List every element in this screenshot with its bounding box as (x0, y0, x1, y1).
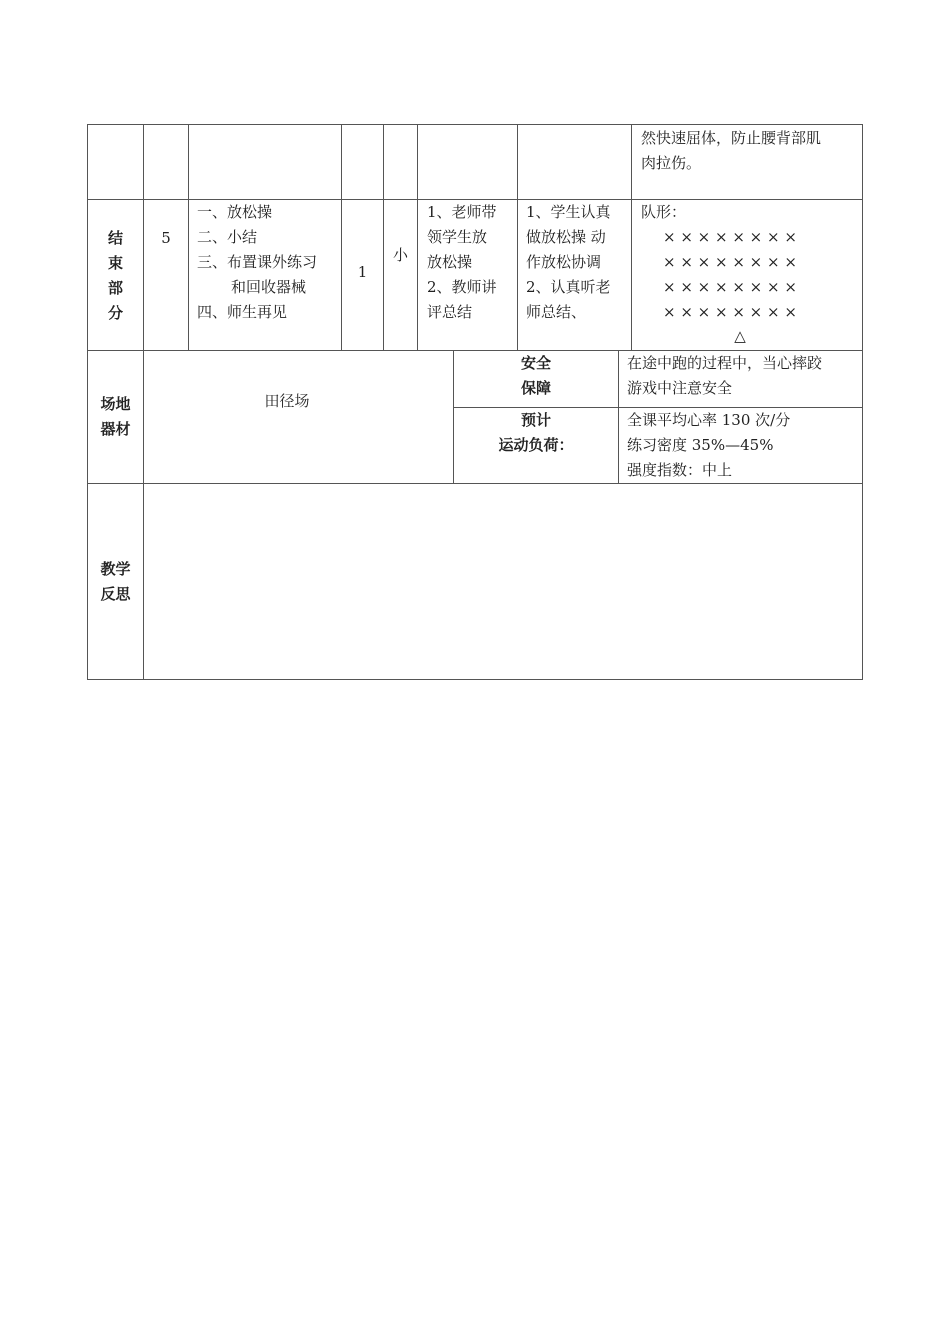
teacher-line: 1、老师带 (427, 203, 497, 221)
column-divider (383, 124, 384, 350)
row-divider (87, 483, 863, 484)
reflection-label (88, 557, 143, 607)
formation-diagram (663, 225, 859, 325)
section-intensity: 小 (392, 246, 408, 264)
content-line: 三、布置课外练习 (197, 253, 318, 271)
load-label-line: 预计 (520, 411, 551, 429)
column-divider (341, 124, 342, 350)
safety-label-line: 安全 (520, 354, 551, 372)
teacher-line: 领学生放 (427, 228, 488, 246)
safety-label-line: 保障 (520, 379, 551, 397)
section-time: 5 (161, 229, 171, 247)
section-content (197, 200, 339, 325)
student-line: 1、学生认真 (526, 203, 611, 221)
column-divider (188, 124, 189, 350)
column-divider (417, 124, 418, 350)
content-line: 一、放松操 (197, 203, 273, 221)
section-label-char: 束 (107, 254, 123, 272)
safety-line: 游戏中注意安全 (627, 379, 733, 397)
formation-row: × × × × × × × × (663, 253, 797, 271)
load-line: 强度指数：中上 (627, 461, 733, 479)
load-line: 全课平均心率 130 次/分 (627, 411, 791, 429)
section-label-char: 部 (107, 279, 123, 297)
load-line: 练习密度 35%—45% (627, 436, 774, 454)
formation-row: × × × × × × × × (663, 278, 797, 296)
load-label-line: 运动负荷： (498, 436, 574, 454)
teacher-marker: △ (734, 327, 746, 345)
reflection-label-line: 教学 (100, 560, 131, 578)
load-content (627, 408, 859, 483)
column-divider (618, 350, 619, 483)
teacher-line: 评总结 (427, 303, 473, 321)
teacher-line: 放松操 (427, 253, 473, 271)
teacher-activity (427, 200, 515, 325)
venue-label-line: 场地 (100, 395, 131, 413)
content-line: 二、小结 (197, 228, 258, 246)
student-line: 做放松操 动 (526, 228, 606, 246)
formation-row: × × × × × × × × (663, 303, 797, 321)
note-line: 然快速屈体，防止腰背部肌 (641, 129, 822, 147)
table-border-right (862, 124, 863, 680)
section-label-char: 结 (107, 229, 123, 247)
content-line: 和回收器械 (231, 278, 307, 296)
safety-label (454, 351, 618, 401)
note-line: 肉拉伤。 (641, 154, 702, 172)
safety-content (627, 351, 859, 401)
section-label-ending (88, 226, 143, 326)
teacher-line: 2、教师讲 (427, 278, 497, 296)
reflection-label-line: 反思 (100, 585, 131, 603)
student-line: 师总结、 (526, 303, 587, 321)
formation-label: 队形： (641, 203, 687, 221)
section-count: 1 (357, 263, 368, 281)
safety-line: 在途中跑的过程中，当心摔跤 (627, 354, 823, 372)
venue-label-line: 器材 (100, 420, 131, 438)
venue-value: 田径场 (264, 392, 310, 410)
content-line: 四、师生再见 (197, 303, 288, 321)
table-border-top (87, 124, 863, 125)
reflection-content (153, 490, 853, 670)
continued-note (641, 126, 859, 176)
section-label-char: 分 (107, 304, 123, 322)
student-line: 2、认真听老 (526, 278, 611, 296)
venue-label (88, 392, 143, 442)
student-line: 作放松协调 (526, 253, 602, 271)
formation-row: × × × × × × × × (663, 228, 797, 246)
column-divider (631, 124, 632, 350)
table-border-bottom (87, 679, 863, 680)
student-activity (526, 200, 630, 325)
load-label (454, 408, 618, 458)
column-divider (517, 124, 518, 350)
